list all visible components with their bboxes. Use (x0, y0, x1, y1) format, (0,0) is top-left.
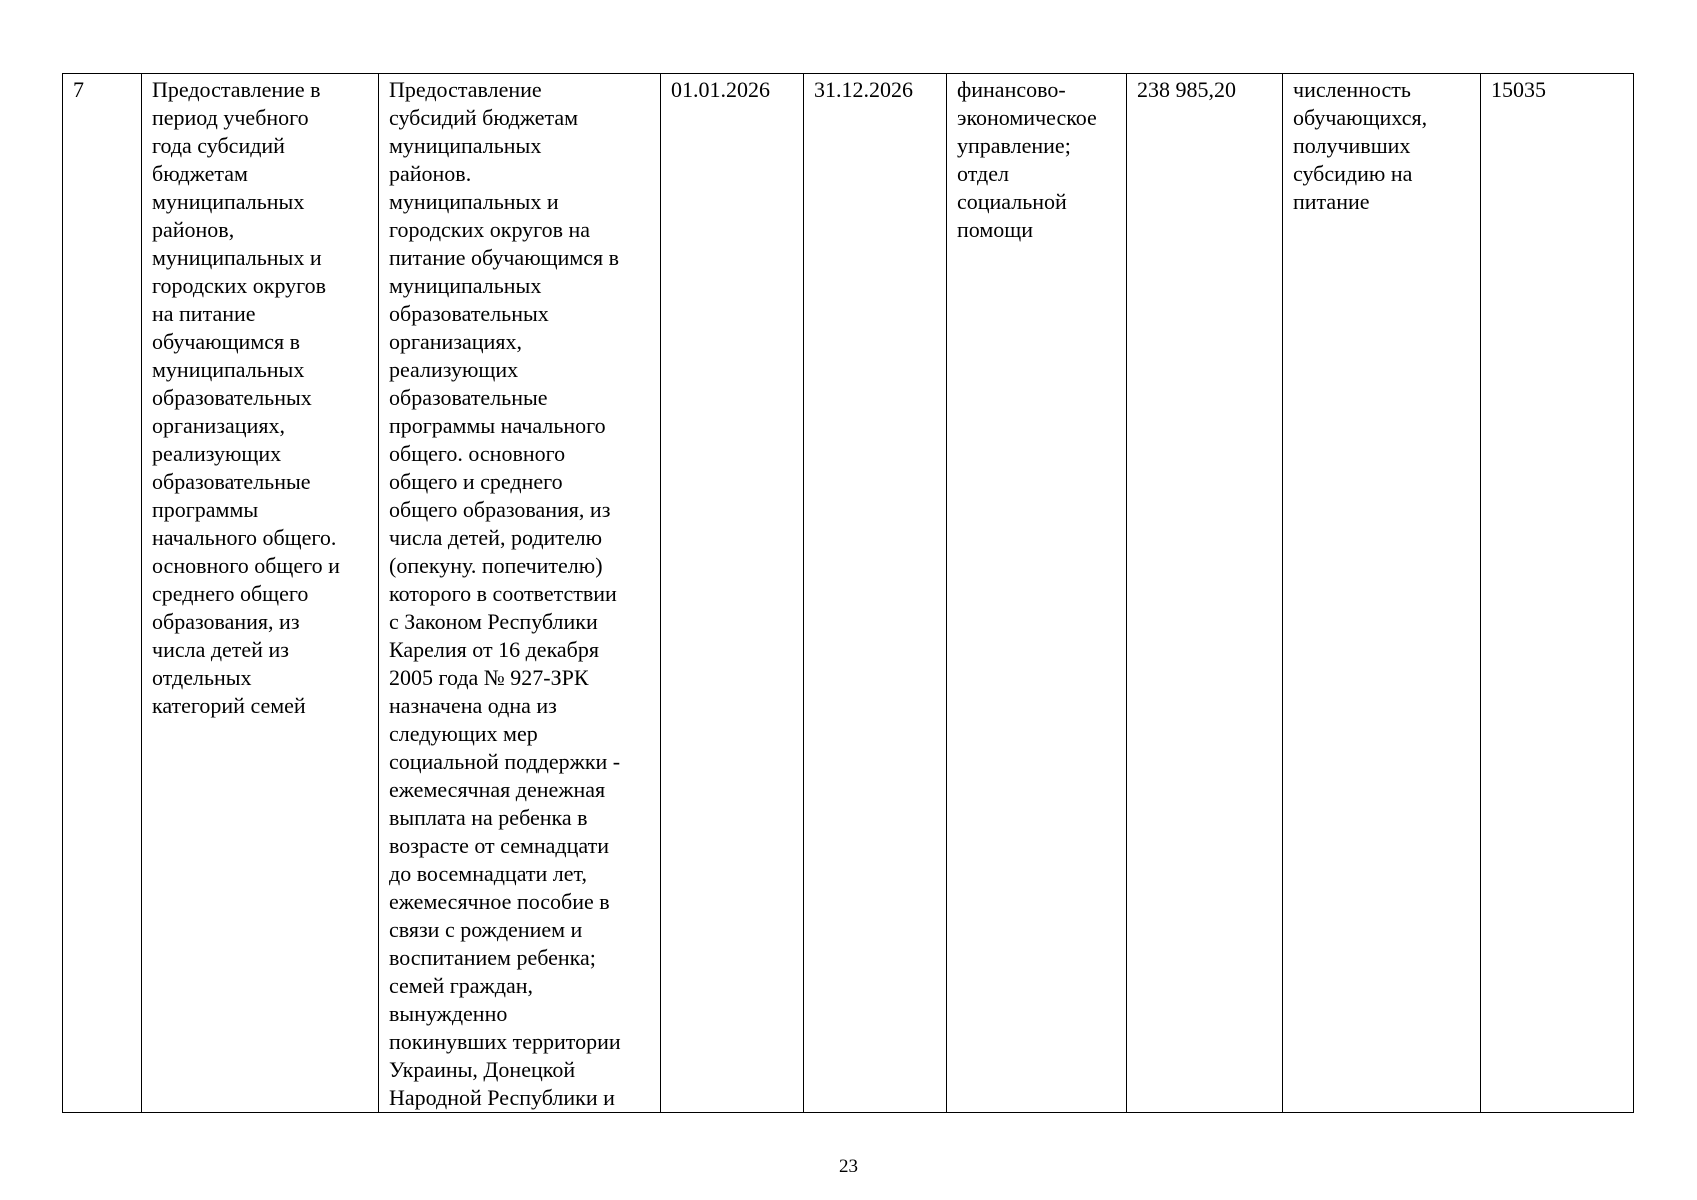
description-cell: Предоставление субсидий бюджетам муниципальных районов. муниципальных и городских округов на питание обучающимся в муниципальных образовательных организациях, реализующих образовательные программы начального общего. основного общего и среднего общего образования, из числа детей, родителю (опекуну. попечителю) которого в соответствии с Законом Республики Карелия от 16 декабря 2005 года № 927-ЗРК назначена одна из следующих мер социальной поддержки - ежемесячная денежная выплата на ребенка в возрасте от семнадцати до восемнадцати лет, ежемесячное пособие в связи с рождением и воспитанием ребенка; семей граждан, вынужденно покинувших территории Украины, Донецкой Народной Республики и (379, 74, 661, 1113)
amount-cell: 238 985,20 (1127, 74, 1283, 1113)
event-name-cell: Предоставление в период учебного года субсидий бюджетам муниципальных районов, муниципальных и городских округов на питание обучающимся в муниципальных образовательных организациях, реализующих образовательные программы начального общего. основного общего и среднего общего образования, из числа детей из отдельных категорий семей (142, 74, 379, 1113)
start-date-cell: 01.01.2026 (661, 74, 804, 1113)
document-table (62, 73, 1634, 1113)
page-number: 23 (839, 1156, 858, 1177)
indicator-value-cell: 15035 (1481, 74, 1634, 1113)
responsible-cell: финансово- экономическое управление; отдел социальной помощи (947, 74, 1127, 1113)
row-number-cell: 7 (63, 74, 142, 1113)
end-date-cell: 31.12.2026 (804, 74, 947, 1113)
indicator-cell: численность обучающихся, получивших субсидию на питание (1283, 74, 1481, 1113)
table-row (63, 74, 1634, 1113)
